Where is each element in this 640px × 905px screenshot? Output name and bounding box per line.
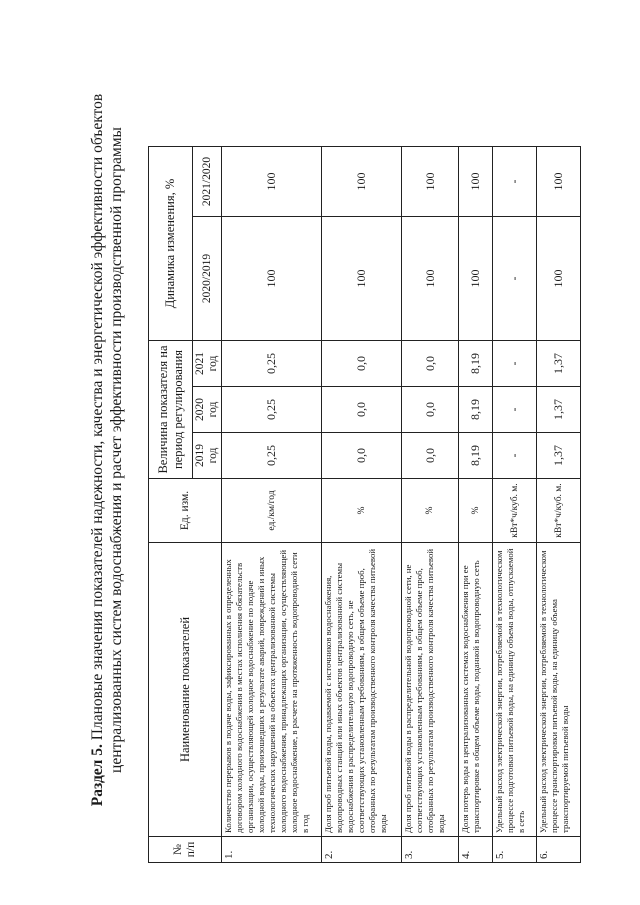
row-dynamic-2: 100 (459, 147, 493, 217)
row-unit: кВт*ч/куб. м. (493, 479, 537, 543)
row-num: 6. (537, 837, 581, 863)
row-value-2019: 8,19 (459, 433, 493, 479)
row-value-2019: - (493, 433, 537, 479)
header-unit: Ед. изм. (149, 479, 222, 543)
row-value-2020: 0,0 (402, 387, 459, 433)
row-dynamic-1: 100 (537, 217, 581, 341)
table-row (459, 147, 493, 863)
header-dynamic-group: Динамика изменения, % (149, 147, 193, 341)
table-row (322, 147, 402, 863)
row-value-2019: 0,0 (322, 433, 402, 479)
row-num: 3. (402, 837, 459, 863)
table-row (537, 147, 581, 863)
row-value-2019: 1,37 (537, 433, 581, 479)
row-name: Удельный расход электрической энергии, потребляемой в технологическом процессе подготовки питьевой воды, на единицу объема воды, отпускаемой в сеть (493, 543, 537, 837)
table-row (222, 147, 322, 863)
row-value-2020: 0,25 (222, 387, 322, 433)
row-unit: % (459, 479, 493, 543)
row-value-2020: 1,37 (537, 387, 581, 433)
header-value-group: Величина показателя на период регулирования (149, 341, 193, 479)
header-period-2020-2019: 2020/2019 (193, 217, 222, 341)
row-name: Доля проб питьевой воды в распределительной водопроводной сети, не соответствующих установленным требованиям, в общем объеме проб, отобранных по результатам производственного контроля качества питьевой воды (402, 543, 459, 837)
row-dynamic-2: 100 (537, 147, 581, 217)
section-number: Раздел 5. (89, 744, 106, 807)
row-num: 5. (493, 837, 537, 863)
header-year-2019: 2019 год (193, 433, 222, 479)
row-unit: % (322, 479, 402, 543)
row-value-2021: 0,25 (222, 341, 322, 387)
row-dynamic-2: 100 (402, 147, 459, 217)
header-name: Наименование показателей (149, 543, 222, 837)
row-dynamic-2: - (493, 147, 537, 217)
row-unit: кВт*ч/куб. м. (537, 479, 581, 543)
row-num: 4. (459, 837, 493, 863)
row-value-2019: 0,25 (222, 433, 322, 479)
row-dynamic-1: 100 (402, 217, 459, 341)
row-dynamic-1: 100 (459, 217, 493, 341)
indicators-table (148, 146, 581, 863)
row-value-2021: 1,37 (537, 341, 581, 387)
row-dynamic-2: 100 (322, 147, 402, 217)
row-unit: % (402, 479, 459, 543)
header-period-2021-2020: 2021/2020 (193, 147, 222, 217)
row-num: 1. (222, 837, 322, 863)
header-year-2021: 2021 год (193, 341, 222, 387)
row-value-2020: 8,19 (459, 387, 493, 433)
row-dynamic-2: 100 (222, 147, 322, 217)
title-line-1 (88, 55, 107, 845)
title-text-1: Плановые значения показателей надежности, качества и энергетической эффективности объектов (89, 93, 106, 741)
section-title (88, 55, 126, 845)
row-unit: ед./км/год (222, 479, 322, 543)
header-year-2020: 2020 год (193, 387, 222, 433)
table-row (402, 147, 459, 863)
row-name: Доля проб питьевой воды, подаваемой с источников водоснабжения, водопроводных станций или иных объектов централизованной системы водоснабжения в распределительную водопроводную сеть, не соответствующих установленным требованиям, в общем объеме проб, отобранных по результатам производственного контроля качества питьевой воды (322, 543, 402, 837)
row-value-2021: 0,0 (402, 341, 459, 387)
row-num: 2. (322, 837, 402, 863)
row-value-2020: - (493, 387, 537, 433)
table-row (493, 147, 537, 863)
row-value-2021: - (493, 341, 537, 387)
row-dynamic-1: - (493, 217, 537, 341)
row-value-2021: 8,19 (459, 341, 493, 387)
header-num: № п/п (149, 837, 222, 863)
row-dynamic-1: 100 (222, 217, 322, 341)
row-value-2019: 0,0 (402, 433, 459, 479)
row-name: Удельный расход электрической энергии, потребляемой в технологическом процессе транспортировки питьевой воды, на единицу объема транспортируемой питьевой воды (537, 543, 581, 837)
row-name: Доля потерь воды в централизованных системах водоснабжения при ее транспортировке в общем объеме воды, поданной в водопроводную сеть (459, 543, 493, 837)
row-dynamic-1: 100 (322, 217, 402, 341)
row-value-2020: 0,0 (322, 387, 402, 433)
row-name: Количество перерывов в подаче воды, зафиксированных в определенных договором холодного водоснабжения в местах исполнения обязательств организации, осуществляющей холодное водоснабжение по подаче холодной воды, произошедших в результате аварий, повреждений и иных технологических нарушений на объектах централизованной системы холодного водоснабжения, принадлежащих организации, осуществляющей холодное водоснабжение, в расчете на протяженность водопроводной сети в год (222, 543, 322, 837)
title-line-2: централизованных систем водоснабжения и расчет эффективности производственной программы (108, 127, 125, 773)
row-value-2021: 0,0 (322, 341, 402, 387)
